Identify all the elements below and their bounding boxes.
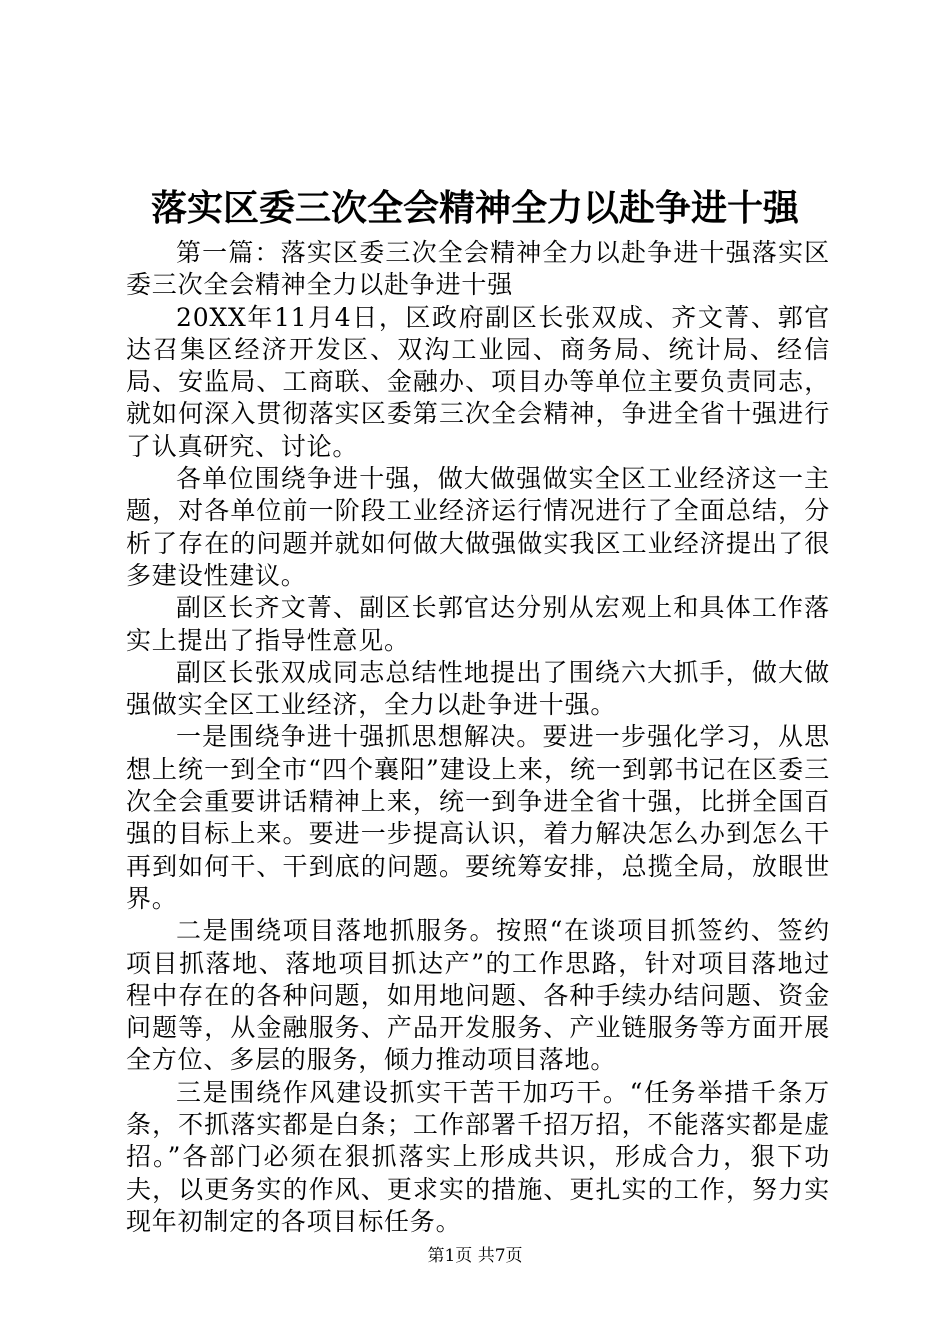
paragraph-point-two: 二是围绕项目落地抓服务。按照“在谈项目抓签约、签约项目抓落地、落地项目抓达产”的工作思路，针对项目落地过程中存在的各种问题，如用地问题、各种手续办结问题、资金问题等，从金融服务、产品开发服务、产业链服务等方面开展全方位、多层的服务，倾力推动项目落地。	[126, 916, 830, 1075]
document-title: 落实区委三次全会精神全力以赴争进十强	[150, 187, 799, 229]
paragraph-conclusion: 副区长张双成同志总结性地提出了围绕六大抓手，做大做强做实全区工业经济，全力以赴争进十强。	[126, 657, 830, 720]
document-body	[126, 237, 830, 1238]
paragraph-guidance: 副区长齐文菁、副区长郭官达分别从宏观上和具体工作落实上提出了指导性意见。	[126, 593, 830, 655]
paragraph-point-three: 三是围绕作风建设抓实干苦干加巧干。“任务举措千条万条，不抓落实都是白条；工作部署千招万招，不能落实都是虚招。”各部门必须在狠抓落实上形成共识，形成合力，狠下功夫，以更务实的作风、更求实的措施、更扎实的工作，努力实现年初制定的各项目标任务。	[126, 1077, 830, 1236]
paragraph-meeting: 20XX年11月4日，区政府副区长张双成、齐文菁、郭官达召集区经济开发区、双沟工业园、商务局、统计局、经信局、安监局、工商联、金融办、项目办等单位主要负责同志，就如何深入贯彻落实区委第三次全会精神，争进全省十强进行了认真研究、讨论。	[126, 302, 830, 461]
paragraph-point-one: 一是围绕争进十强抓思想解决。要进一步强化学习，从思想上统一到全市“四个襄阳”建设上来，统一到郭书记在区委三次全会重要讲话精神上来，统一到争进全省十强，比拼全国百强的目标上来。要进一步提高认识，着力解决怎么办到怎么干再到如何干、干到底的问题。要统筹安排，总揽全局，放眼世界。	[126, 722, 830, 913]
paragraph-summary: 各单位围绕争进十强，做大做强做实全区工业经济这一主题，对各单位前一阶段工业经济运行情况进行了全面总结，分析了存在的问题并就如何做大做强做实我区工业经济提出了很多建设性建议。	[126, 464, 830, 590]
paragraph-heading: 第一篇：落实区委三次全会精神全力以赴争进十强落实区委三次全会精神全力以赴争进十强	[126, 238, 830, 300]
page-number-footer: 第1页 共7页	[427, 1246, 523, 1266]
